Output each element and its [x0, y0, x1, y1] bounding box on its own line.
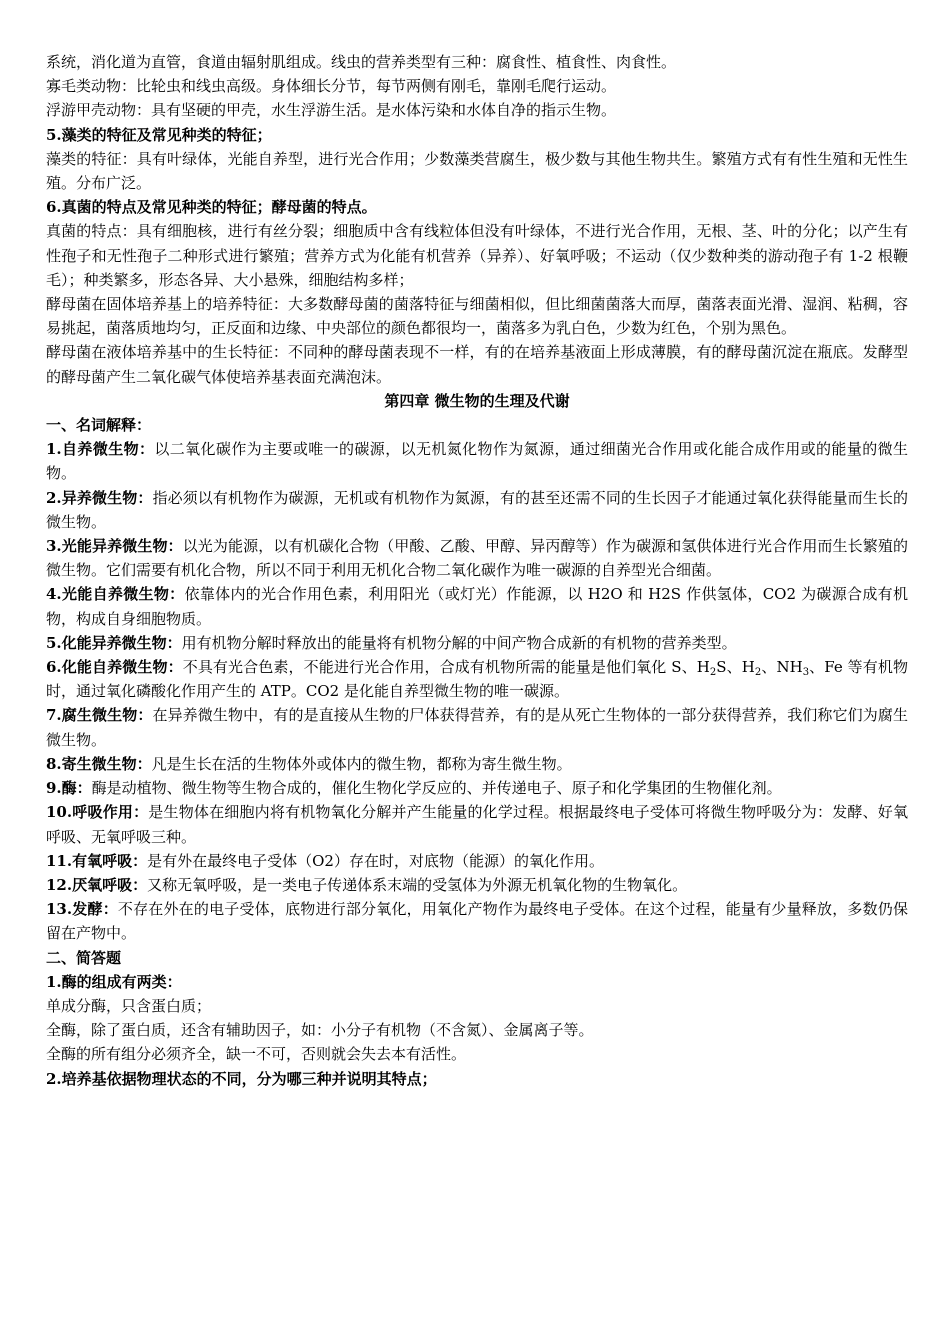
- paragraph: 酵母菌在固体培养基上的培养特征：大多数酵母菌的菌落特征与细菌相似，但比细菌菌落大而厚，菌落表面光滑、湿润、粘稠，容易挑起，菌落质地均匀，正反面和边缘、中央部位的颜色都很均一，菌落多为乳白色，少数为红色，个别为黑色。: [46, 295, 908, 338]
- term-label: 4.光能自养微生物：: [46, 585, 185, 604]
- term-definition: [46, 631, 908, 655]
- term-definition: [46, 534, 908, 582]
- term-definition: [46, 873, 908, 897]
- term-text: 在异养微生物中，有的是直接从生物的尸体获得营养，有的是从死亡生物体的一部分获得营养，我们称它们为腐生微生物。: [46, 706, 908, 749]
- subscript: 3: [802, 667, 810, 679]
- term-definition: [46, 655, 908, 703]
- term-label: 3.光能异养微生物：: [46, 537, 183, 556]
- part-heading: 一、名词解释：: [46, 416, 152, 435]
- term-text: 以光为能源，以有机碳化合物（甲酸、乙酸、甲醇、异丙醇等）作为碳源和氢供体进行光合作用而生长繁殖的微生物。它们需要有机化合物，所以不同于利用无机化合物二氧化碳作为唯一碳源的自养型光合细菌。: [46, 537, 908, 580]
- term-label: 7.腐生微生物：: [46, 706, 153, 725]
- term-definition: [46, 703, 908, 751]
- term-text: 不具有光合色素，不能进行光合作用，合成有机物所需的能量是他们氧化 S、H: [182, 658, 710, 677]
- term-definition: [46, 752, 908, 776]
- term-label: 6.化能自养微生物：: [46, 658, 183, 677]
- term-label: 5.化能异养微生物：: [46, 633, 182, 652]
- term-label: 10.呼吸作用：: [46, 803, 149, 822]
- section-heading: 6.真菌的特点及常见种类的特征；酵母菌的特点。: [46, 198, 377, 217]
- term-label: 2.异养微生物：: [46, 488, 153, 507]
- term-text: 不存在外在的电子受体，底物进行部分氧化，用氧化产物作为最终电子受体。在这个过程，能量有少量释放，多数仍保留在产物中。: [46, 900, 908, 943]
- section-heading: 5.藻类的特征及常见种类的特征；: [46, 125, 272, 144]
- term-text: 是生物体在细胞内将有机物氧化分解并产生能量的化学过程。根据最终电子受体可将微生物呼吸分为：发酵、好氧呼吸、无氧呼吸三种。: [46, 803, 908, 846]
- paragraph: 酵母菌在液体培养基中的生长特征：不同种的酵母菌表现不一样，有的在培养基液面上形成薄膜，有的酵母菌沉淀在瓶底。发酵型的酵母菌产生二氧化碳气体使培养基表面充满泡沫。: [46, 343, 908, 386]
- term-definition: [46, 800, 908, 848]
- term-definition: [46, 486, 908, 534]
- term-definition: [46, 582, 908, 630]
- chapter-title: 第四章 微生物的生理及代谢: [384, 391, 570, 410]
- subscript: 2: [754, 667, 762, 679]
- paragraph: 浮游甲壳动物：具有坚硬的甲壳，水生浮游生活。是水体污染和水体自净的指示生物。: [46, 101, 617, 120]
- term-definition: [46, 849, 908, 873]
- term-text: 指必须以有机物作为碳源，无机或有机物作为氮源，有的甚至还需不同的生长因子才能通过氧化获得能量而生长的微生物。: [46, 488, 908, 531]
- subscript: 2: [709, 667, 717, 679]
- paragraph: 全酶的所有组分必须齐全，缺一不可，否则就会失去本有活性。: [46, 1045, 467, 1064]
- paragraph: 全酶，除了蛋白质，还含有辅助因子，如：小分子有机物（不含氮）、金属离子等。: [46, 1021, 594, 1040]
- term-text: 凡是生长在活的生物体外或体内的微生物，都称为寄生微生物。: [151, 754, 572, 773]
- paragraph: 单成分酶，只含蛋白质；: [46, 996, 212, 1015]
- question-heading: 1.酶的组成有两类：: [46, 972, 182, 991]
- term-text: S、H: [716, 658, 755, 677]
- paragraph: 藻类的特征：具有叶绿体，光能自养型，进行光合作用；少数藻类营腐生，极少数与其他生物共生。繁殖方式有有性生殖和无性生殖。分布广泛。: [46, 149, 908, 193]
- term-label: 9.酶：: [46, 779, 92, 798]
- term-definition: [46, 437, 908, 485]
- term-definition: [46, 776, 908, 800]
- document-page: [46, 50, 908, 1091]
- term-label: 11.有氧呼吸：: [46, 851, 148, 870]
- term-label: 8.寄生微生物：: [46, 754, 152, 773]
- paragraph: 系统，消化道为直管，食道由辐射肌组成。线虫的营养类型有三种：腐食性、植食性、肉食性。: [46, 53, 677, 71]
- term-text: 用有机物分解时释放出的能量将有机物分解的中间产物合成新的有机物的营养类型。: [181, 633, 737, 652]
- term-label: 13.发酵：: [46, 900, 118, 919]
- term-text: 、NH: [761, 658, 803, 677]
- term-text: 、Fe 等有机物时，通过氧化磷酸化作用产生的 ATP。CO2 是化能自养型微生物的唯一碳源。: [46, 658, 908, 701]
- paragraph: 真菌的特点：具有细胞核，进行有丝分裂；细胞质中含有线粒体但没有叶绿体，不进行光合作用，无根、茎、叶的分化；以产生有性孢子和无性孢子二种形式进行繁殖；营养方式为化能有机营养（异养）、好氧呼吸；不运动（仅少数种类的游动孢子有 1-2 根鞭毛）；种类繁多，形态各异、大小悬殊，细胞结构多样；: [46, 222, 908, 289]
- paragraph: 寡毛类动物：比轮虫和线虫高级。身体细长分节，每节两侧有刚毛，靠刚毛爬行运动。: [46, 77, 617, 96]
- term-label: 1.自养微生物：: [46, 440, 155, 459]
- term-definition: [46, 897, 908, 945]
- term-label: 12.厌氧呼吸：: [46, 875, 148, 894]
- term-text: 依靠体内的光合作用色素，利用阳光（或灯光）作能源，以 H2O 和 H2S 作供氢体，CO2 为碳源合成有机物，构成自身细胞物质。: [46, 585, 908, 628]
- term-text: 酶是动植物、微生物等生物合成的，催化生物化学反应的、并传递电子、原子和化学集团的生物催化剂。: [91, 779, 782, 798]
- part-heading: 二、简答题: [46, 948, 122, 967]
- question-heading: 2.培养基依据物理状态的不同，分为哪三种并说明其特点；: [46, 1069, 437, 1088]
- term-text: 以二氧化碳作为主要或唯一的碳源，以无机氮化物作为氮源，通过细菌光合作用或化能合成作用或的能量的微生物。: [46, 440, 908, 483]
- term-text: 是有外在最终电子受体（O2）存在时，对底物（能源）的氧化作用。: [147, 851, 604, 870]
- term-text: 又称无氧呼吸，是一类电子传递体系末端的受氢体为外源无机氧化物的生物氧化。: [147, 875, 688, 894]
